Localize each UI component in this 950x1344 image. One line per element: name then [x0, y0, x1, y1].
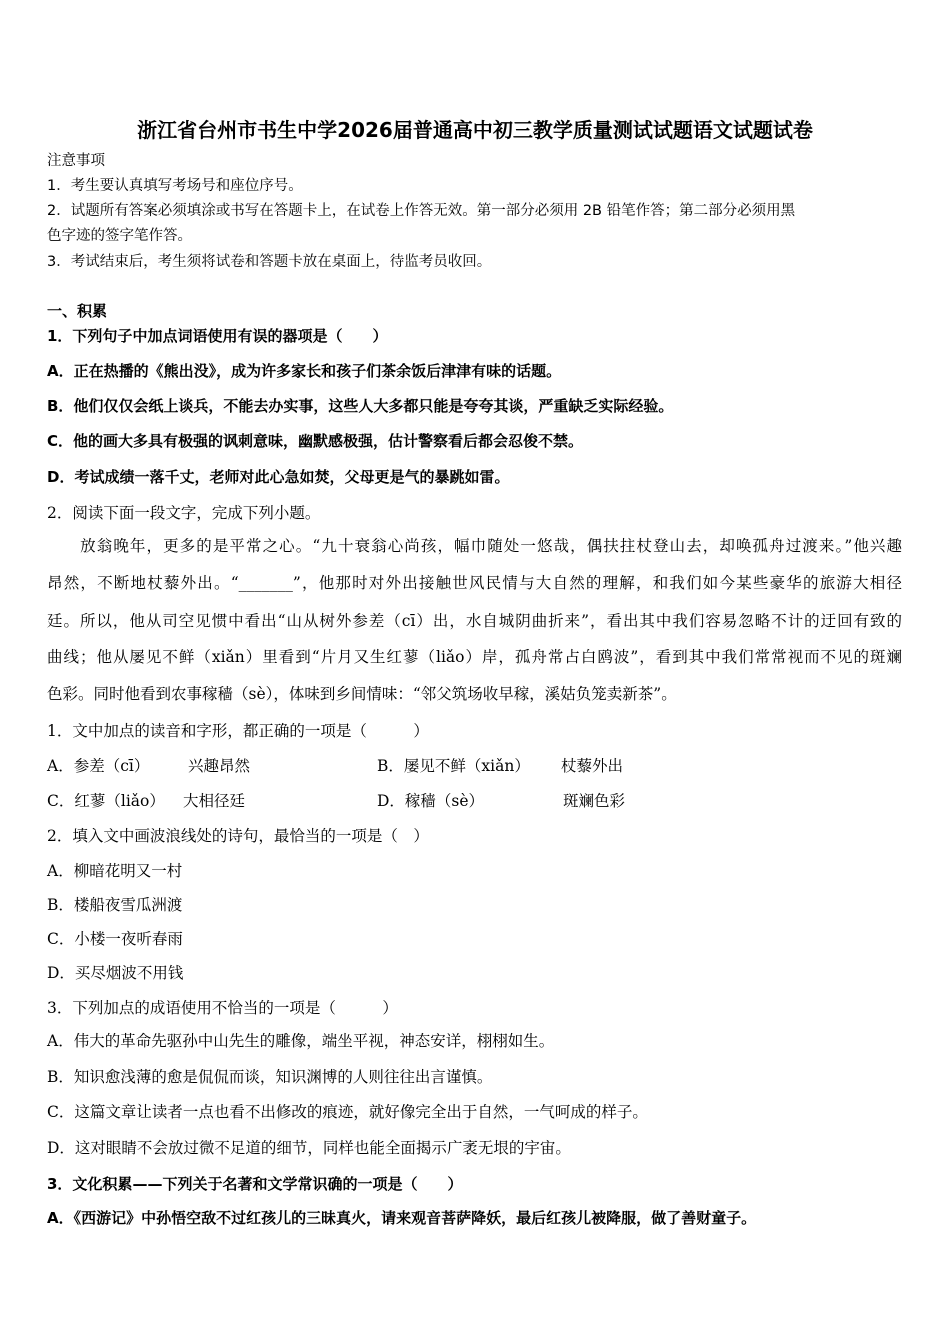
passage-line: 色彩。同时他看到农事稼穑（sè），体味到乡间情味：“邻父筑场收早稼，溪姑负笼卖新茶”。	[47, 685, 677, 703]
option: A．正在热播的《熊出没》，成为许多家长和孩子们茶余饭后津津有味的话题。	[47, 362, 562, 380]
option-text: 斑斓色彩	[563, 792, 626, 810]
question-stem: 3．文化积累——下列关于名著和文学常识确的一项是（ ）	[47, 1175, 463, 1193]
option-text: 兴趣昂然	[188, 757, 251, 775]
option: A．柳暗花明又一村	[47, 862, 183, 880]
sub-question-stem: 1．文中加点的读音和字形，都正确的一项是（ ）	[47, 722, 429, 740]
notice-item: 色字迹的签字笔作答。	[47, 228, 192, 244]
section-heading: 一、积累	[47, 302, 108, 320]
option: C．这篇文章让读者一点也看不出修改的痕迹，就好像完全出于自然，一气呵成的样子。	[47, 1103, 648, 1121]
notice-item: 3．考试结束后，考生须将试卷和答题卡放在桌面上，待监考员收回。	[47, 254, 492, 270]
option-c	[47, 791, 626, 811]
passage-line: 曲线；他从屡见不鲜（xiǎn）里看到“片月又生红蓼（liǎo）岸，孤舟常占白鸥波”，看到其中我们常常视而不见的斑斓	[47, 648, 902, 666]
option: C．小楼一夜听春雨	[47, 930, 183, 948]
option-text: C．红蓼（liǎo）	[47, 792, 165, 810]
option: C．他的画大多具有极强的讽刺意味，幽默感极强，估计警察看后都会忍俊不禁。	[47, 432, 584, 450]
passage-line: 放翁晚年，更多的是平常之心。“九十衰翁心尚孩，幅巾随处一悠哉，偶扶拄杖登山去，却唤孤舟过渡来。”他兴趣	[47, 537, 902, 555]
option: D．这对眼睛不会放过微不足道的细节，同样也能全面揭示广袤无垠的宇宙。	[47, 1139, 571, 1157]
option-text: B．屡见不鲜（xiǎn）	[377, 757, 530, 775]
option-text: A．参差（cī）	[47, 757, 150, 775]
notice-heading: 注意事项	[47, 153, 105, 169]
option: D．考试成绩一落千丈，老师对此心急如焚，父母更是气的暴跳如雷。	[47, 468, 510, 486]
option-text: D．稼穑（sè）	[377, 792, 485, 810]
option: B．他们仅仅会纸上谈兵，不能去办实事，这些人大多都只能是夸夸其谈，严重缺乏实际经验。	[47, 397, 674, 415]
option-a	[47, 756, 624, 776]
notice-item: 2．试题所有答案必须填涂或书写在答题卡上，在试卷上作答无效。第一部分必须用 2B 铅笔作答；第二部分必须用黑	[47, 203, 796, 219]
option: A．伟大的革命先驱孙中山先生的雕像，端坐平视，神态安详，栩栩如生。	[47, 1032, 555, 1050]
option: A．《西游记》中孙悟空敌不过红孩儿的三昧真火，请来观音菩萨降妖，最后红孩儿被降服，做了善财童子。	[47, 1209, 757, 1227]
sub-question-stem: 2．填入文中画波浪线处的诗句，最恰当的一项是（ ）	[47, 827, 429, 845]
option: B．知识愈浅薄的愈是侃侃而谈，知识渊博的人则往往出言谨慎。	[47, 1068, 493, 1086]
option-text: 杖藜外出	[561, 757, 624, 775]
option: B．楼船夜雪瓜洲渡	[47, 896, 183, 914]
passage-line: 廷。所以，他从司空见惯中看出“山从树外参差（cī）出，水自城阴曲折来”，看出其中我们容易忽略不计的迂回有致的	[47, 612, 902, 630]
question-stem: 2．阅读下面一段文字，完成下列小题。	[47, 504, 321, 522]
option-text: 大相径廷	[183, 792, 246, 810]
sub-question-stem: 3．下列加点的成语使用不恰当的一项是（ ）	[47, 999, 398, 1017]
passage-line: 昂然，不断地杖藜外出。“_______”，他那时对外出接触世风民情与大自然的理解，和我们如今某些豪华的旅游大相径	[47, 574, 902, 592]
notice-item: 1．考生要认真填写考场号和座位序号。	[47, 178, 303, 194]
option: D．买尽烟波不用钱	[47, 964, 184, 982]
document-title: 浙江省台州市书生中学2026届普通高中初三教学质量测试试题语文试题试卷	[137, 118, 813, 142]
question-stem: 1．下列句子中加点词语使用有误的器项是（ ）	[47, 327, 388, 345]
